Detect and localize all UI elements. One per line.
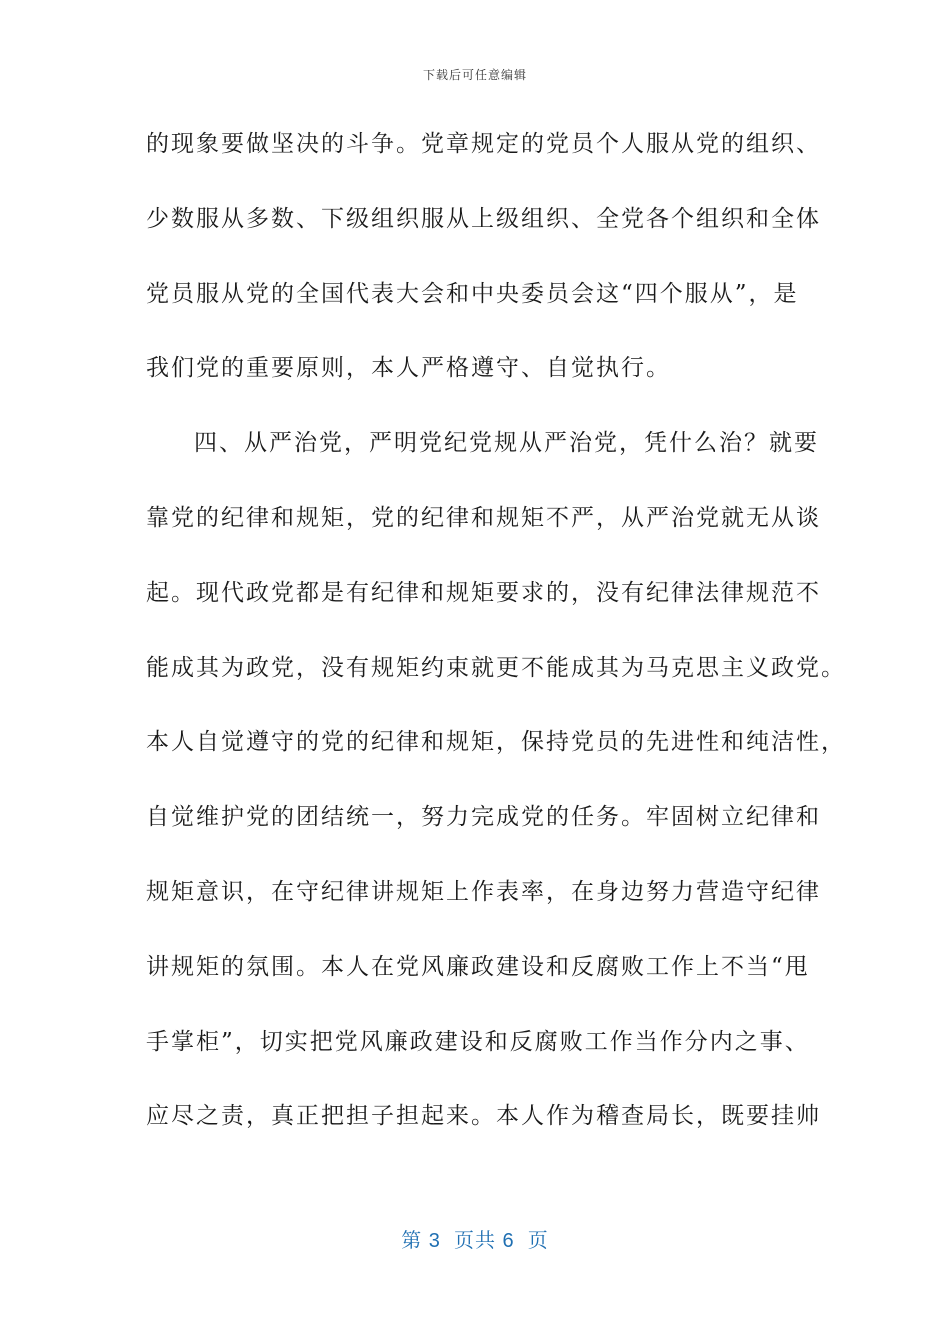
text-line: 自觉维护党的团结统一，努力完成党的任务。牢固树立纪律和 bbox=[146, 804, 821, 831]
text-line: 能成其为政党，没有规矩约束就更不能成其为马克思主义政党。 bbox=[146, 654, 846, 681]
text-line: 应尽之责，真正把担子担起来。本人作为稽查局长，既要挂帅 bbox=[146, 1103, 821, 1130]
text-line: 讲规矩的氛围。本人在党风廉政建设和反腐败工作上不当“甩 bbox=[146, 953, 810, 980]
page-number-footer: 第 3 页共 6 页 bbox=[401, 1230, 549, 1252]
text-line: 靠党的纪律和规矩，党的纪律和规矩不严，从严治党就无从谈 bbox=[146, 504, 821, 531]
text-line: 的现象要做坚决的斗争。党章规定的党员个人服从党的组织、 bbox=[146, 131, 821, 157]
section-four-heading-line: 四、从严治党，严明党纪党规从严治党，凭什么治？就要 bbox=[194, 430, 819, 457]
text-line: 规矩意识，在守纪律讲规矩上作表率，在身边努力营造守纪律 bbox=[146, 878, 821, 905]
header-note: 下载后可任意编辑 bbox=[422, 68, 527, 82]
text-line: 党员服从党的全国代表大会和中央委员会这“四个服从”，是 bbox=[146, 280, 799, 307]
text-line: 我们党的重要原则，本人严格遵守、自觉执行。 bbox=[146, 355, 671, 382]
text-line: 少数服从多数、下级组织服从上级组织、全党各个组织和全体 bbox=[146, 205, 821, 232]
text-line: 起。现代政党都是有纪律和规矩要求的，没有纪律法律规范不 bbox=[146, 579, 821, 606]
document-body bbox=[146, 120, 846, 1167]
text-line: 手掌柜”，切实把党风廉政建设和反腐败工作当作分内之事、 bbox=[146, 1028, 810, 1055]
text-line: 本人自觉遵守的党的纪律和规矩，保持党员的先进性和纯洁性， bbox=[146, 729, 846, 756]
